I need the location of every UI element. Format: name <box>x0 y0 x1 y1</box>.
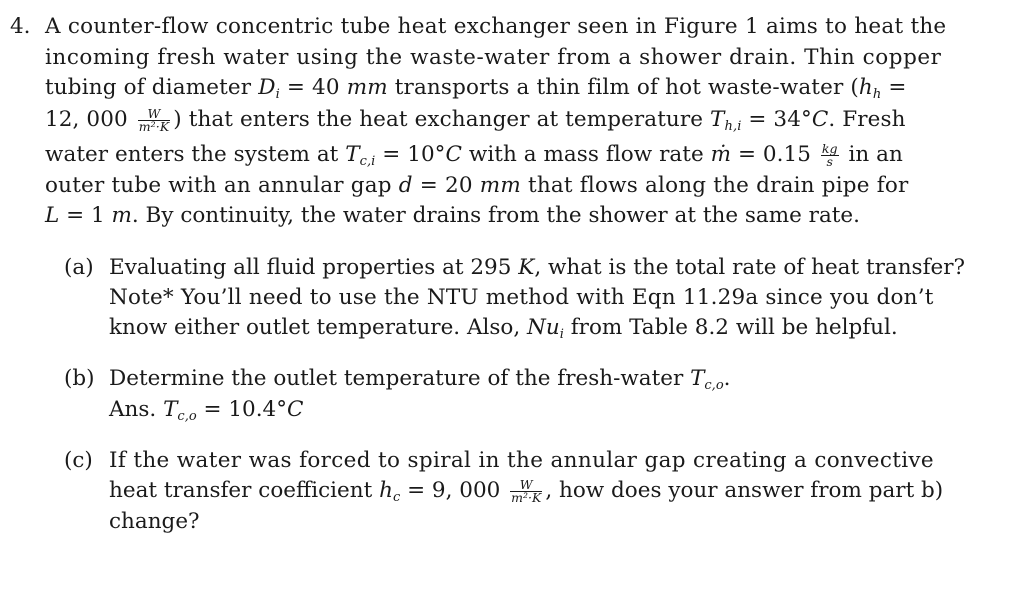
units-fraction: $\frac{W}{\text{m²·K}}$ <box>511 476 542 505</box>
problem-line-2: incoming fresh water using the waste-water from a shower drain. Thin copper <box>45 45 942 70</box>
problem-line-5: water enters the system at $T_{c,i} = 10^\circ C$ with a mass flow rate ṁ = 0.15 $\frac{kg}{s}$ in an <box>45 140 903 169</box>
problem-number: 4. <box>10 14 31 39</box>
problem-line-6: outer tube with an annular gap d = 20 mm that flows along the drain pipe for <box>45 173 909 198</box>
problem-line-7: L = 1 m. By continuity, the water drains from the shower at the same rate. <box>45 203 860 228</box>
part-b-label: (b) <box>64 366 95 391</box>
part-c-line-2: heat transfer coefficient $h_c = 9$, 000 $\frac{W}{\text{m²·K}}$ , how does your answer from part b) <box>109 476 944 505</box>
part-a-label: (a) <box>64 255 94 280</box>
problem-line-3: tubing of diameter $D_i = 40$ mm transports a thin film of hot waste-water ($h_h$ = <box>45 75 907 102</box>
problem-line-4: 12, 000 $\frac{W}{\text{m²·K}}$ ) that enters the heat exchanger at temperature $T_{h,i} = 34^\circ C$. Fresh <box>45 105 906 134</box>
units-fraction: $\frac{W}{\text{m²·K}}$ <box>138 105 170 134</box>
part-b-line-2: Ans. $T_{c,o} = 10.4^\circ C$ <box>109 397 304 424</box>
problem-line-1: A counter-flow concentric tube heat exchanger seen in Figure 1 aims to heat the <box>45 14 947 39</box>
units-fraction: $\frac{kg}{s}$ <box>821 140 838 169</box>
part-c-line-3: change? <box>109 509 200 534</box>
part-a-line-1: Evaluating all fluid properties at 295 K, what is the total rate of heat transfer? <box>109 255 966 280</box>
part-b-line-1: Determine the outlet temperature of the fresh-water $T_{c,o}$. <box>109 366 731 393</box>
part-a-line-2: Note* You’ll need to use the NTU method with Eqn 11.29a since you don’t <box>109 285 934 310</box>
part-c-label: (c) <box>64 448 93 473</box>
part-a-line-3: know either outlet temperature. Also, $Nu_i$ from Table 8.2 will be helpful. <box>109 315 898 342</box>
part-c-line-1: If the water was forced to spiral in the annular gap creating a convective <box>109 448 935 473</box>
